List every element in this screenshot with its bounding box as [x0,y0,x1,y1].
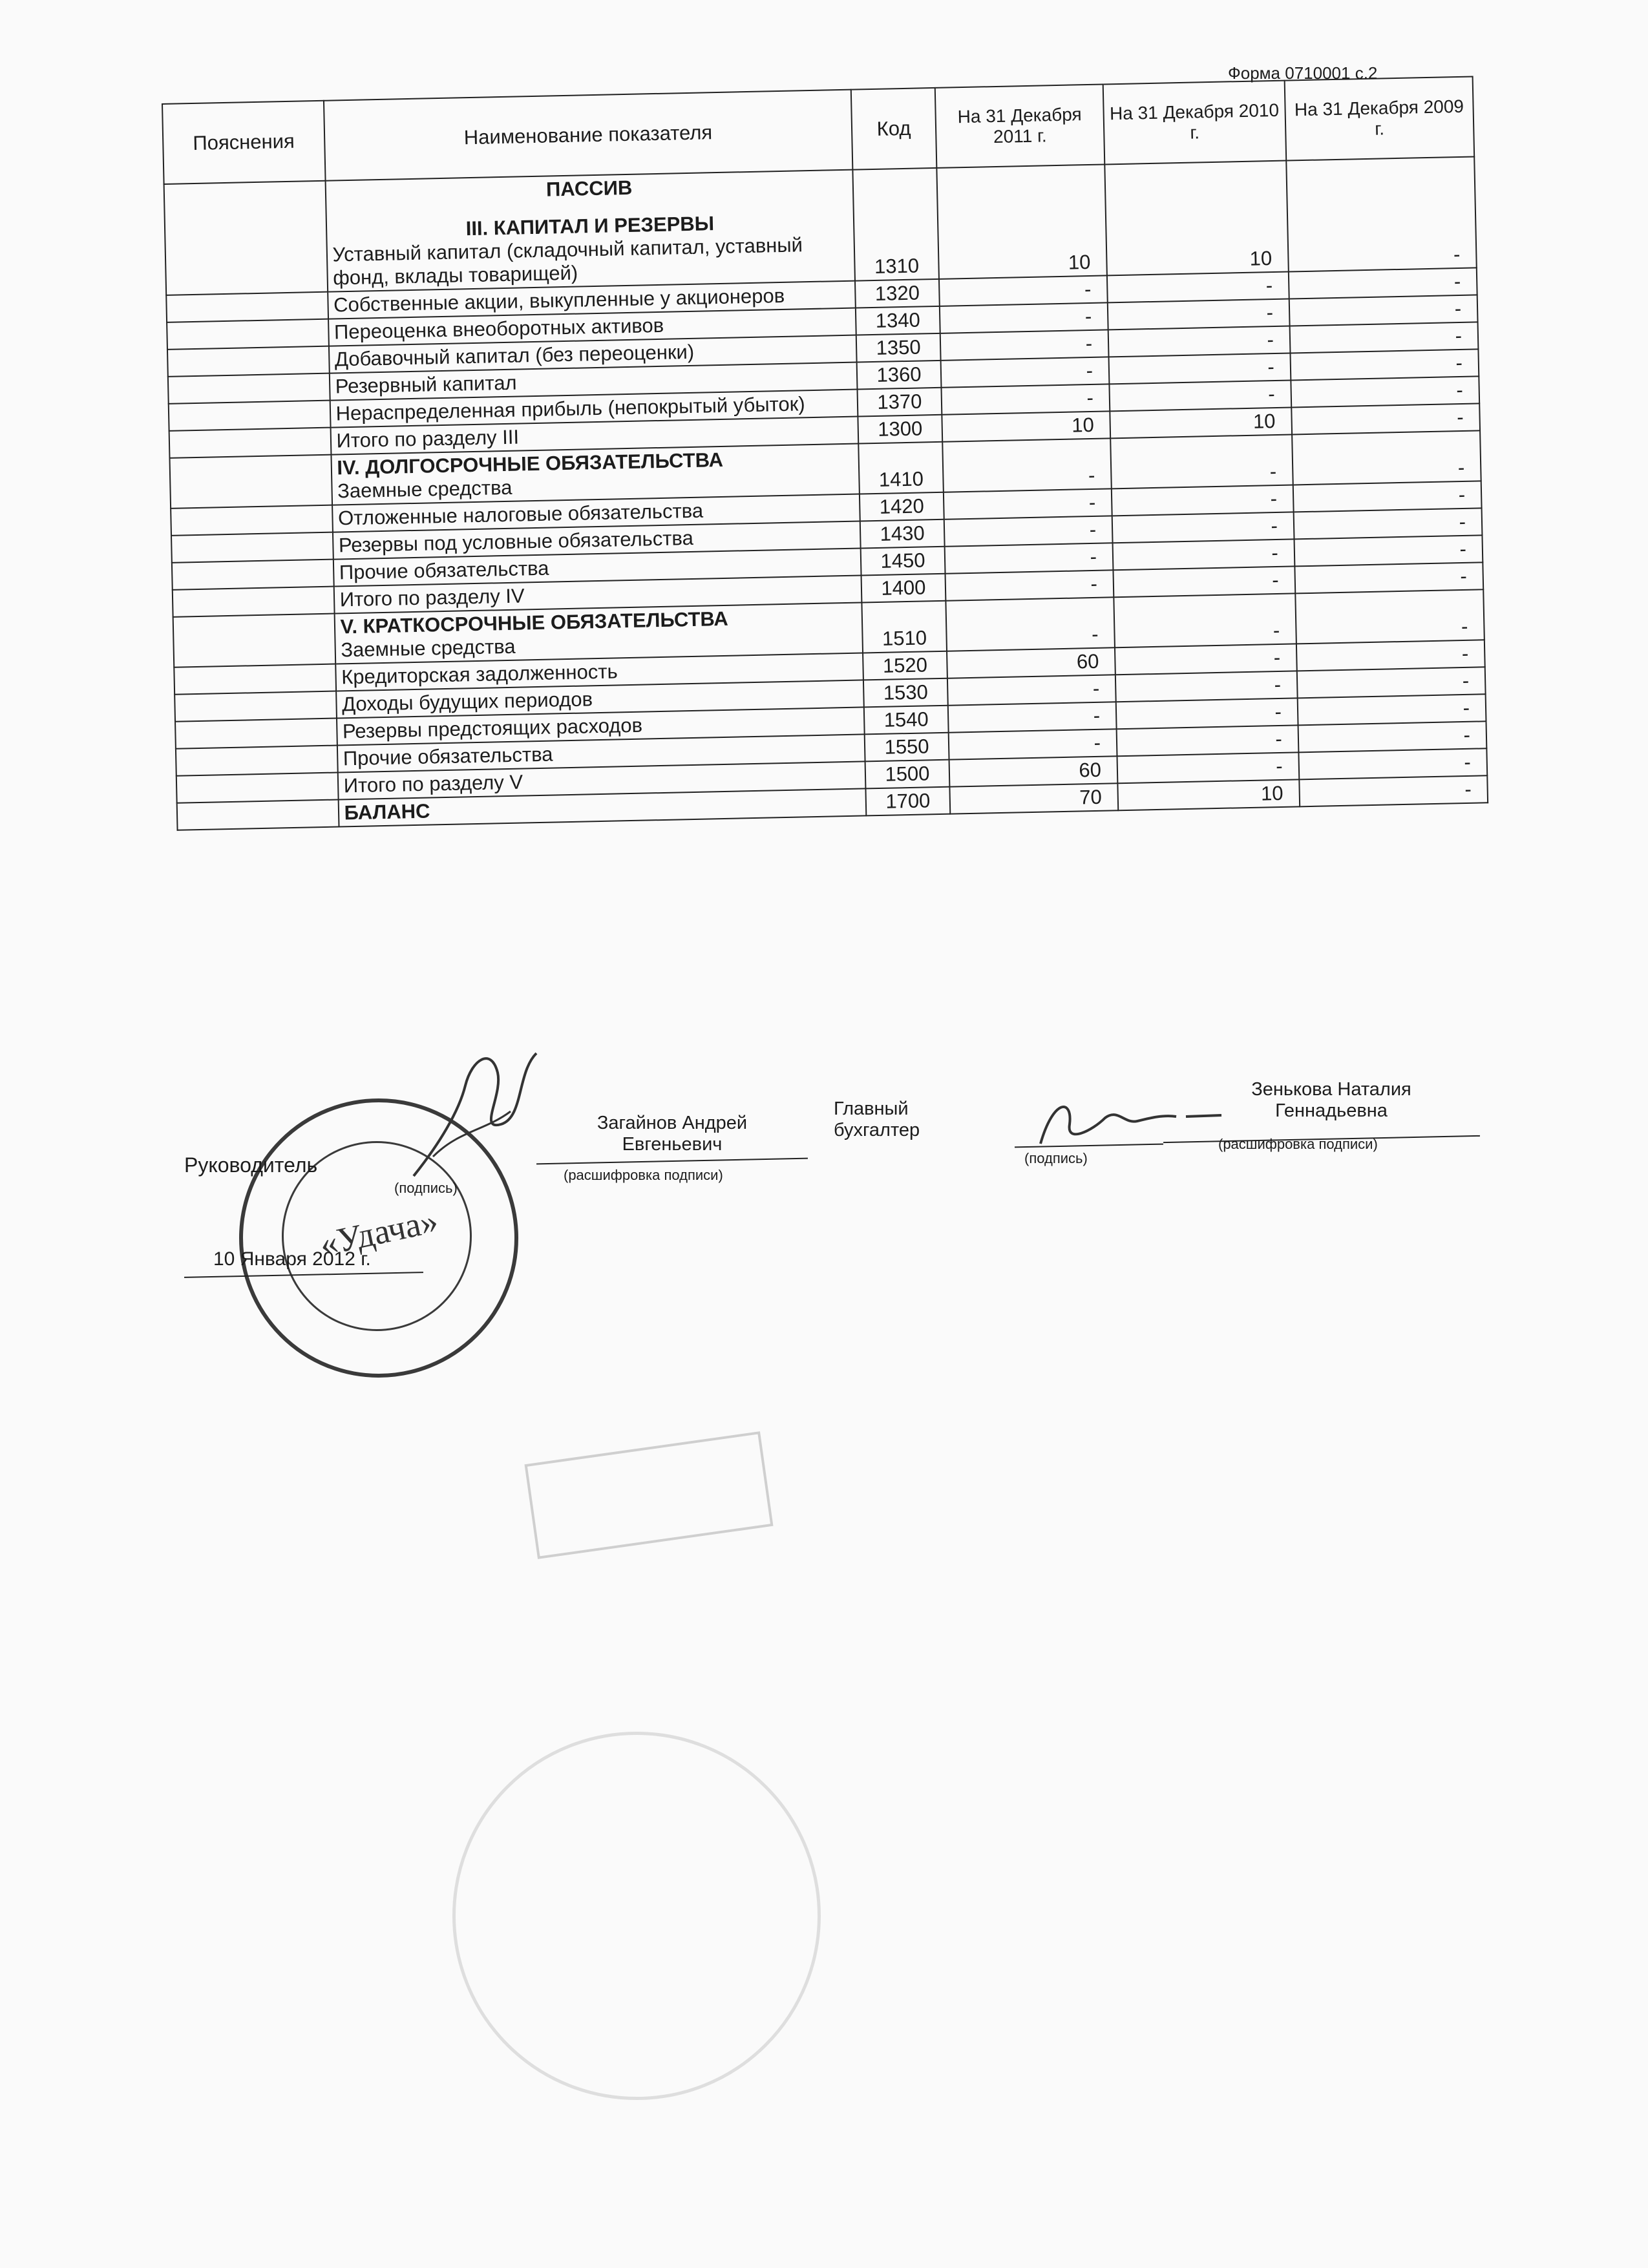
row-value-2011: - [941,384,1110,414]
row-value-2009: - [1289,268,1477,299]
row-name: Добавочный капитал (без переоценки) [329,335,857,373]
row-value-2009: - [1294,562,1483,593]
row-value-2011: - [945,597,1115,651]
row-code: 1430 [860,520,945,549]
row-value-2011: 60 [949,756,1118,786]
row-value-2009: - [1289,322,1478,353]
row-code: 1370 [857,388,942,417]
accountant-label-line1: Главный [834,1098,909,1119]
row-name: Собственные акции, выкупленные у акционеров [328,281,856,319]
row-code: 1450 [861,547,945,576]
row-value-2010: - [1115,644,1297,675]
head-signature-icon [388,1034,556,1189]
row-code: 1520 [863,651,947,680]
row-value-2011: - [944,488,1112,519]
row-value-2011: - [939,275,1108,306]
row-value-2009: - [1290,349,1479,380]
row-value-2009: - [1291,403,1480,434]
row-value-2010: 10 [1104,161,1288,276]
row-code: 1350 [856,333,941,362]
row-value-2010: - [1116,698,1298,729]
head-label: Руководитель [184,1153,318,1177]
row-code: 1300 [858,415,942,444]
stamp-text: «Удача» [316,1201,441,1264]
row-name-text: Заемные средства [337,476,512,503]
row-name: Доходы будущих периодов [336,680,864,718]
row-value-2009: - [1289,295,1477,326]
row-value-2011: 70 [949,783,1118,814]
row-name: Резервы предстоящих расходов [337,707,865,745]
row-name: Итого по разделу V [337,761,865,799]
accountant-label [834,1098,920,1141]
row-value-2009: - [1295,589,1484,644]
row-code: 1360 [857,361,942,390]
row-value-2011: 10 [942,411,1110,441]
table-title: ПАССИВ [545,176,633,201]
row-value-2011: - [942,438,1112,492]
header-code: Код [851,88,937,170]
row-value-2011: - [949,729,1117,759]
row-name-text: Уставный капитал (складочный капитал, уставный фонд, вклады товарищей) [332,233,803,289]
row-code: 1700 [865,787,950,816]
balance-sheet-table [162,76,1494,1059]
row-value-2010: - [1108,299,1290,330]
row-value-2011: - [945,570,1114,600]
head-name-line1: Загайнов Андрей [597,1113,748,1133]
row-value-2010: - [1117,752,1299,783]
head-name-line2: Евгеньевич [622,1134,723,1155]
row-code: 1550 [865,733,949,762]
head-name-line [536,1158,808,1165]
accountant-name-line2: Геннадьевна [1275,1100,1388,1121]
row-code: 1540 [864,706,949,735]
row-value-2009: - [1296,640,1485,671]
row-value-2009: - [1299,775,1488,806]
header-name: Наименование показателя [324,90,853,181]
row-value-2009: - [1291,376,1479,407]
header-2009: На 31 Декабря 2009 г. [1284,77,1474,161]
row-name: Итого по разделу IV [333,575,861,613]
accountant-decode-caption: (расшифровка подписи) [1218,1136,1378,1152]
row-name: Кредиторская задолженность [335,653,863,691]
row-value-2009: - [1298,748,1487,779]
row-value-2011: - [944,516,1113,546]
header-2010: На 31 Декабря 2010 г. [1103,81,1286,165]
row-value-2010: - [1108,326,1291,357]
bleed-through-stamp [524,1431,773,1559]
section-3-title: III. КАПИТАЛ И РЕЗЕРВЫ [465,212,715,240]
row-value-2010: - [1109,381,1291,412]
row-value-2009: - [1298,721,1486,752]
row-name: БАЛАНС [338,788,866,826]
form-code: Форма 0710001 с.2 [1228,63,1378,83]
row-value-2011: 60 [947,647,1115,678]
row-name: Нераспределенная прибыль (непокрытый убыток) [330,390,858,428]
section-4-title: IV. ДОЛГОСРОЧНЫЕ ОБЯЗАТЕЛЬСТВА [337,448,724,479]
row-name: Итого по разделу III [330,417,858,455]
head-decode-caption: (расшифровка подписи) [564,1167,723,1183]
row-value-2009: - [1294,535,1483,566]
row-code: 1320 [855,279,940,308]
row-code: 1500 [865,760,950,789]
head-signature-caption: (подпись) [394,1180,458,1196]
accountant-label-line2: бухгалтер [834,1120,920,1140]
row-value-2010: - [1109,353,1291,384]
row-name: Резервы под условные обязательства [333,521,861,560]
row-value-2010: - [1112,485,1294,516]
signing-date: 10 Января 2012 г. [213,1248,371,1270]
row-code: 1410 [858,442,944,494]
row-name: Прочие обязательства [337,734,865,772]
row-value-2009: - [1286,156,1477,271]
row-name [325,170,855,292]
row-name: Прочие обязательства [333,548,861,586]
row-value-2011: 10 [936,164,1107,278]
row-value-2009: - [1293,481,1482,512]
row-value-2011: - [940,302,1108,333]
row-value-2010: - [1113,566,1295,597]
row-code: 1420 [860,492,944,521]
row-value-2009: - [1297,694,1486,725]
row-value-2010: - [1107,272,1289,303]
row-name-text: Заемные средства [341,635,516,662]
accountant-signature-caption: (подпись) [1024,1150,1088,1166]
row-value-2011: - [945,543,1114,573]
row-value-2009: - [1292,430,1481,485]
header-notes: Пояснения [162,101,325,184]
row-name: Отложенные налоговые обязательства [332,494,860,532]
row-code: 1510 [861,601,947,653]
row-name: Переоценка внеоборотных активов [328,308,856,346]
row-value-2010: - [1114,593,1296,647]
row-value-2011: - [947,675,1116,705]
row-code: 1530 [863,678,948,708]
row-value-2010: 10 [1110,407,1292,438]
row-value-2010: - [1115,671,1298,702]
row-name: Резервный капитал [329,362,857,401]
row-value-2010: 10 [1117,779,1300,810]
row-value-2011: - [948,702,1117,732]
row-value-2010: - [1110,434,1293,488]
row-code: 1400 [861,574,946,603]
row-value-2011: - [941,357,1110,387]
row-code: 1340 [856,306,940,335]
accountant-name-line1: Зенькова Наталия [1251,1079,1411,1100]
row-value-2011: - [940,330,1109,360]
row-code: 1310 [852,168,939,281]
accountant-name [1202,1079,1461,1122]
row-value-2010: - [1112,512,1294,543]
row-value-2009: - [1293,508,1482,539]
bleed-through-ring [452,1732,821,2100]
row-value-2009: - [1297,667,1486,698]
section-5-title: V. КРАТКОСРОЧНЫЕ ОБЯЗАТЕЛЬСТВА [340,607,728,638]
row-value-2010: - [1113,539,1295,570]
row-value-2010: - [1117,725,1299,756]
head-name [556,1113,788,1155]
header-2011: На 31 Декабря 2011 г. [935,84,1105,167]
